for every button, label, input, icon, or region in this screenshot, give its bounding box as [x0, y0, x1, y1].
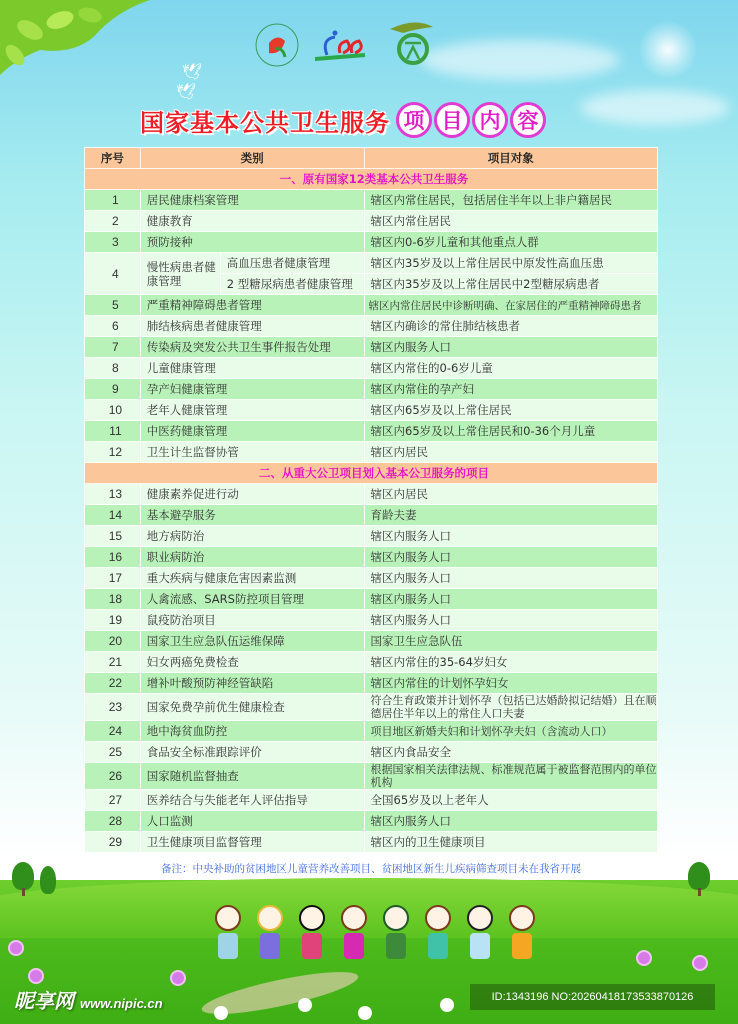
- section-header-row: [85, 463, 658, 484]
- tree-icon: [12, 862, 34, 890]
- row-subcategory: 高血压患者健康管理: [220, 253, 364, 274]
- row-target: 辖区内服务人口: [364, 526, 658, 547]
- row-category: 卫生健康项目监督管理: [140, 832, 364, 853]
- row-number: 23: [85, 694, 141, 721]
- row-target: 国家卫生应急队伍: [364, 631, 658, 652]
- child-figure: [420, 905, 456, 975]
- tree-trunk: [22, 888, 25, 896]
- row-category: 食品安全标准跟踪评价: [140, 742, 364, 763]
- table-row: [85, 442, 658, 463]
- section-header-row: [85, 169, 658, 190]
- row-number: 12: [85, 442, 141, 463]
- daisy-icon: [216, 1008, 226, 1018]
- row-number: 26: [85, 763, 141, 790]
- section-title: 一、原有国家12类基本公共卫生服务: [85, 169, 658, 190]
- row-target: 辖区内35岁及以上常住居民中原发性高血压患: [364, 253, 658, 274]
- table-header-row: [85, 148, 658, 169]
- table-row: [85, 742, 658, 763]
- row-category: 重大疾病与健康危害因素监测: [140, 568, 364, 589]
- title-circles: [396, 102, 548, 138]
- section-title: 二、从重大公卫项目划入基本公卫服务的项目: [85, 463, 658, 484]
- table-row: [85, 400, 658, 421]
- row-target: 辖区内常住居民，包括居住半年以上非户籍居民: [364, 190, 658, 211]
- row-target: 辖区内居民: [364, 484, 658, 505]
- row-number: 16: [85, 547, 141, 568]
- table-row: [85, 379, 658, 400]
- watermark-logo: [14, 985, 163, 1014]
- row-target: 辖区内服务人口: [364, 610, 658, 631]
- table-row: [85, 721, 658, 742]
- watermark-site-name: 昵享网: [14, 991, 74, 1013]
- table-row: [85, 811, 658, 832]
- row-number: 28: [85, 811, 141, 832]
- title-main-text: 国家基本公共卫生服务: [140, 108, 390, 137]
- flower-icon: [8, 940, 24, 956]
- row-number: 7: [85, 337, 141, 358]
- row-category: 传染病及突发公共卫生事件报告处理: [140, 337, 364, 358]
- table-row: [85, 832, 658, 853]
- child-figure: [294, 905, 330, 975]
- table-row: [85, 652, 658, 673]
- dove-icon: 🕊: [176, 82, 197, 101]
- row-target: 全国65岁及以上老年人: [364, 790, 658, 811]
- row-target: 辖区内常住居民中诊断明确、在家居住的严重精神障碍患者: [364, 295, 658, 316]
- title-circle-char: 目: [434, 102, 470, 138]
- table-row: [85, 505, 658, 526]
- sun-glow: [638, 20, 698, 80]
- child-figure: [252, 905, 288, 975]
- flower-icon: [28, 968, 44, 984]
- title-circle-char: 项: [396, 102, 432, 138]
- tree-icon: [40, 866, 56, 894]
- flower-icon: [636, 950, 652, 966]
- row-number: 6: [85, 316, 141, 337]
- table-row: [85, 295, 658, 316]
- row-category: 人口监测: [140, 811, 364, 832]
- daisy-icon: [300, 1000, 310, 1010]
- row-target: 育龄夫妻: [364, 505, 658, 526]
- row-number: 21: [85, 652, 141, 673]
- row-category: 健康教育: [140, 211, 364, 232]
- row-category: 地中海贫血防控: [140, 721, 364, 742]
- row-category: 国家免费孕前优生健康检查: [140, 694, 364, 721]
- table-row: [85, 316, 658, 337]
- watermark-id: [470, 984, 715, 1010]
- row-number: 17: [85, 568, 141, 589]
- logos-group: [255, 15, 445, 75]
- table-row: [85, 610, 658, 631]
- row-target: 辖区内65岁及以上常住居民和0-36个月儿童: [364, 421, 658, 442]
- column-header-category: 类别: [140, 148, 364, 169]
- row-category: 严重精神障碍患者管理: [140, 295, 364, 316]
- row-category: 中医药健康管理: [140, 421, 364, 442]
- row-category: 地方病防治: [140, 526, 364, 547]
- child-figure: [210, 905, 246, 975]
- table-row: [85, 589, 658, 610]
- row-category: 肺结核病患者健康管理: [140, 316, 364, 337]
- children-illustration: [210, 905, 550, 975]
- watermark-url: www.nipic.cn: [80, 996, 163, 1011]
- row-category: 鼠疫防治项目: [140, 610, 364, 631]
- table-row: [85, 694, 658, 721]
- cloud: [580, 90, 730, 125]
- table-row: [85, 484, 658, 505]
- column-header-no: 序号: [85, 148, 141, 169]
- row-category: 孕产妇健康管理: [140, 379, 364, 400]
- row-number: 5: [85, 295, 141, 316]
- row-number: 2: [85, 211, 141, 232]
- title-circle-char: 容: [510, 102, 546, 138]
- row-target: 辖区内常住的孕产妇: [364, 379, 658, 400]
- flower-icon: [692, 955, 708, 971]
- table-row: [85, 337, 658, 358]
- row-number: 1: [85, 190, 141, 211]
- tree-icon: [688, 862, 710, 890]
- row-category: 健康素养促进行动: [140, 484, 364, 505]
- row-category: 慢性病患者健康管理: [140, 253, 220, 295]
- row-target: 辖区内65岁及以上常住居民: [364, 400, 658, 421]
- row-number: 25: [85, 742, 141, 763]
- table-row: [85, 763, 658, 790]
- table-row: [85, 358, 658, 379]
- table-row: [85, 547, 658, 568]
- row-category: 预防接种: [140, 232, 364, 253]
- row-number: 22: [85, 673, 141, 694]
- row-target: 根据国家相关法律法规、标准规范属于被监督范围内的单位机构: [364, 763, 658, 790]
- child-figure: [504, 905, 540, 975]
- family-figures-logo: [315, 31, 365, 60]
- row-number: 27: [85, 790, 141, 811]
- row-target: 辖区内常住的计划怀孕妇女: [364, 673, 658, 694]
- footnote: 备注：中央补助的贫困地区儿童营养改善项目、贫困地区新生儿疾病筛查项目未在我省开展: [161, 863, 581, 875]
- row-number: 15: [85, 526, 141, 547]
- flower-icon: [170, 970, 186, 986]
- row-number: 9: [85, 379, 141, 400]
- row-target: 辖区内服务人口: [364, 337, 658, 358]
- tree-trunk: [698, 888, 701, 896]
- table-row: [85, 232, 658, 253]
- row-target: 辖区内35岁及以上常住居民中2型糖尿病患者: [364, 274, 658, 295]
- leaves-decoration: [0, 0, 150, 80]
- row-number: 18: [85, 589, 141, 610]
- table-row: [85, 253, 658, 274]
- row-target: 辖区内服务人口: [364, 568, 658, 589]
- table-row: [85, 526, 658, 547]
- row-target: 辖区内居民: [364, 442, 658, 463]
- row-subcategory: 2 型糖尿病患者健康管理: [220, 274, 364, 295]
- row-target: 符合生育政策并计划怀孕（包括已达婚龄拟记结婚）且在顺德居住半年以上的常住人口夫妻: [364, 694, 658, 721]
- row-target: 辖区内的卫生健康项目: [364, 832, 658, 853]
- row-number: 10: [85, 400, 141, 421]
- table-row: [85, 568, 658, 589]
- table-row: [85, 673, 658, 694]
- row-number: 8: [85, 358, 141, 379]
- row-category: 卫生计生监督协管: [140, 442, 364, 463]
- row-target: 项目地区新婚夫妇和计划怀孕夫妇（含流动人口）: [364, 721, 658, 742]
- row-number: 3: [85, 232, 141, 253]
- child-figure: [462, 905, 498, 975]
- child-figure: [336, 905, 372, 975]
- row-target: 辖区内确诊的常住肺结核患者: [364, 316, 658, 337]
- cloud: [420, 40, 620, 80]
- row-category: 居民健康档案管理: [140, 190, 364, 211]
- row-target: 辖区内常住居民: [364, 211, 658, 232]
- row-category: 人禽流感、SARS防控项目管理: [140, 589, 364, 610]
- watermark-id-text: ID:1343196 NO:20260418173533870126: [491, 991, 694, 1003]
- row-number: 20: [85, 631, 141, 652]
- row-target: 辖区内服务人口: [364, 547, 658, 568]
- table-row: [85, 631, 658, 652]
- row-number: 29: [85, 832, 141, 853]
- green-person-circle-logo: [390, 22, 433, 63]
- table-row: [85, 211, 658, 232]
- row-category: 老年人健康管理: [140, 400, 364, 421]
- row-number: 19: [85, 610, 141, 631]
- health-org-seal-logo: [256, 24, 298, 66]
- row-target: 辖区内服务人口: [364, 589, 658, 610]
- row-category: 增补叶酸预防神经管缺陷: [140, 673, 364, 694]
- daisy-icon: [360, 1008, 370, 1018]
- dove-icon: 🕊: [182, 62, 203, 81]
- table-row: [85, 790, 658, 811]
- row-number: 14: [85, 505, 141, 526]
- row-target: 辖区内常住的35-64岁妇女: [364, 652, 658, 673]
- row-category: 儿童健康管理: [140, 358, 364, 379]
- row-target: 辖区内食品安全: [364, 742, 658, 763]
- row-number: 11: [85, 421, 141, 442]
- services-table: [84, 147, 658, 853]
- row-category: 医养结合与失能老年人评估指导: [140, 790, 364, 811]
- daisy-icon: [442, 1000, 452, 1010]
- title-circle-char: 内: [472, 102, 508, 138]
- row-target: 辖区内服务人口: [364, 811, 658, 832]
- row-category: 妇女两癌免费检查: [140, 652, 364, 673]
- row-target: 辖区内常住的0-6岁儿童: [364, 358, 658, 379]
- table-row: [85, 421, 658, 442]
- poster-title: [140, 100, 548, 140]
- row-category: 国家随机监督抽查: [140, 763, 364, 790]
- child-figure: [378, 905, 414, 975]
- row-category: 基本避孕服务: [140, 505, 364, 526]
- row-category: 国家卫生应急队伍运维保障: [140, 631, 364, 652]
- row-number: 13: [85, 484, 141, 505]
- row-category: 职业病防治: [140, 547, 364, 568]
- table-row: [85, 190, 658, 211]
- row-target: 辖区内0-6岁儿童和其他重点人群: [364, 232, 658, 253]
- column-header-target: 项目对象: [364, 148, 658, 169]
- row-number: 24: [85, 721, 141, 742]
- row-number: 4: [85, 253, 141, 295]
